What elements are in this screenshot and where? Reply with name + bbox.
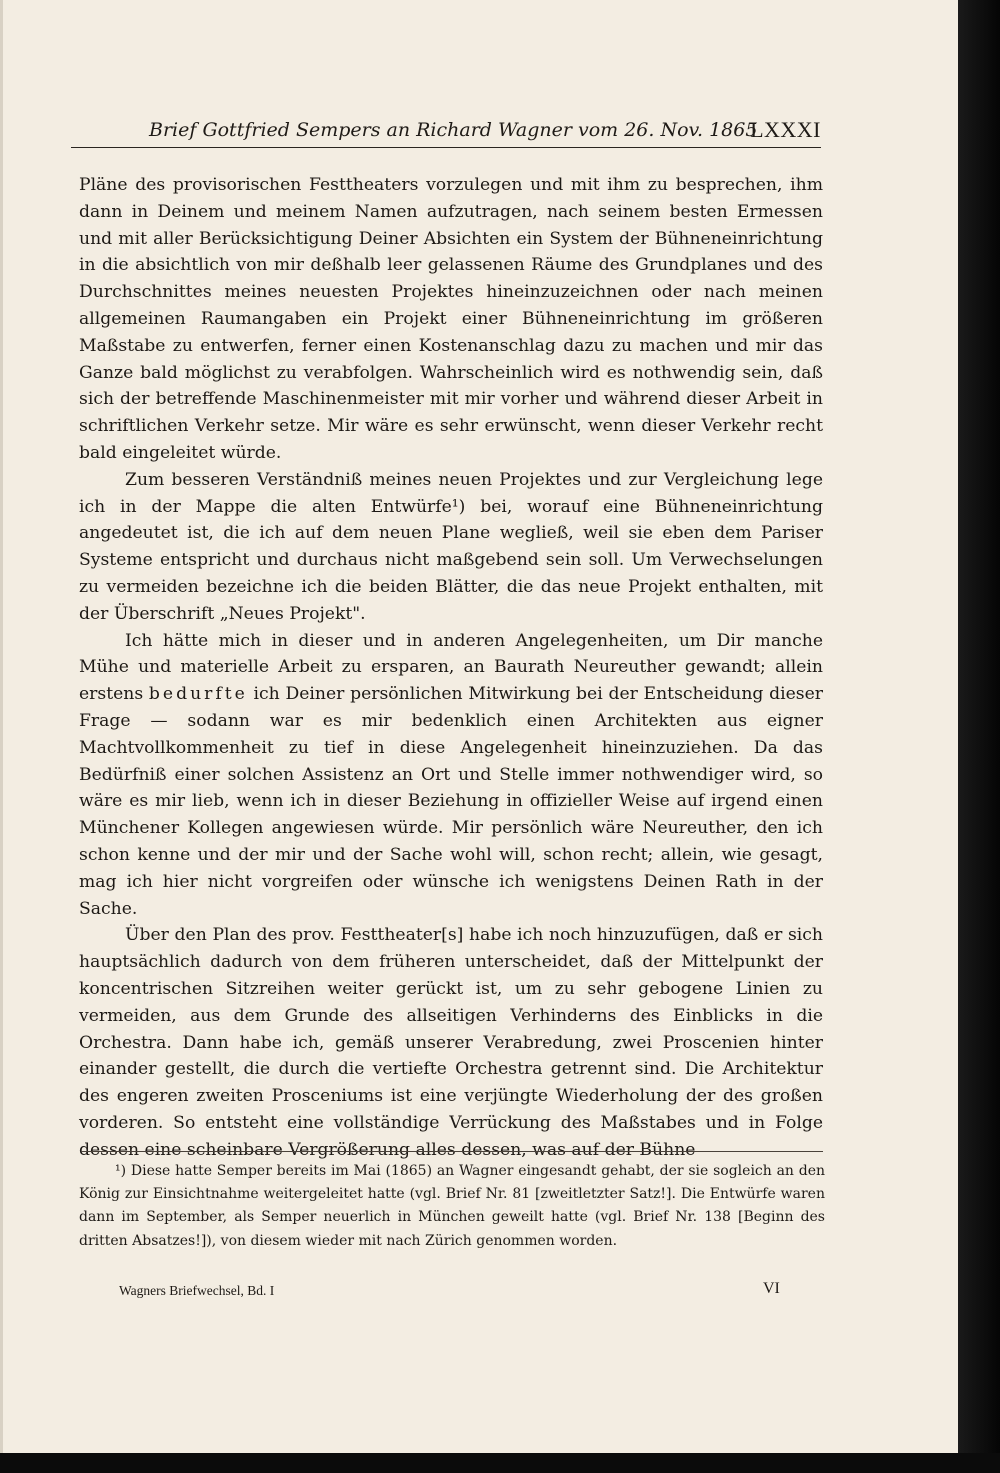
- emphasized-word: bedurfte: [148, 684, 248, 705]
- paragraph-3-part-a: Ich hätte mich in dieser und in anderen Angelegenheiten, um Dir manche Mühe und materielle Arbeit zu ersparen, an Baurath Neureuther gewandt; allein erstens: [79, 630, 823, 705]
- footnote: ¹) Diese hatte Semper bereits im Mai (1865) an Wagner eingesandt gehabt, der sie sogleich an den König zur Einsichtnahme weitergeleitet hatte (vgl. Brief Nr. 81 [zweitletzter Satz!]. Die Entwürfe waren dann im September, als Semper neuerlich in München geweilt hatte (vgl. Brief Nr. 138 [Beginn des dritten Absatzes!]), von diesem wieder mit nach Zürich genommen worden.: [79, 1163, 825, 1249]
- paragraph-3: [79, 628, 823, 923]
- book-spine-shadow: [958, 0, 1000, 1473]
- body-text: [79, 172, 823, 1163]
- paragraph-2: Zum besseren Verständniß meines neuen Projektes und zur Vergleichung lege ich in der Mappe die alten Entwürfe¹) bei, worauf eine Bühneneinrichtung angedeutet ist, die ich auf dem neuen Plane wegließ, weil sie eben dem Pariser Systeme entspricht und durchaus nicht maßgebend sein soll. Um Verwechselungen zu vermeiden bezeichne ich die beiden Blätter, die das neue Projekt enthalten, mit der Überschrift „Neues Projekt".: [79, 469, 823, 624]
- paragraph-4: Über den Plan des prov. Festtheater[s] habe ich noch hinzuzufügen, daß er sich hauptsächlich dadurch von dem früheren unterscheidet, daß der Mittelpunkt der koncentrischen Sitzreihen weiter gerückt ist, um zu sehr gebogene Linien zu vermeiden, aus dem Grunde des allseitigen Verhinderns des Einblicks in die Orchestra. Dann habe ich, gemäß unserer Verabredung, zwei Proscenien hinter einander gestellt, die durch die vertiefte Orchestra getrennt sind. Die Architektur des engeren zweiten Prosceniums ist eine verjüngte Wiederholung der des großen vorderen. So entsteht eine vollständige Verrückung des Maßstabes und in Folge dessen eine scheinbare Vergrößerung alles dessen, was auf der Bühne: [79, 925, 823, 1160]
- footnote-divider: [81, 1151, 823, 1152]
- footer-signature: Wagners Briefwechsel, Bd. I: [119, 1283, 275, 1298]
- running-header: [71, 117, 821, 148]
- paragraph-1: Pläne des provisorischen Festtheaters vorzulegen und mit ihm zu besprechen, ihm dann in Deinem und meinem Namen aufzutragen, nach seinem besten Ermessen und mit aller Berücksichtigung Deiner Absichten ein System der Bühneneinrichtung in die absichtlich von mir deßhalb leer gelassenen Räume des Grundplanes und des Durchschnittes meines neuesten Projektes hineinzuzeichnen oder nach meinen allgemeinen Raumangaben ein Projekt einer Bühneneinrichtung im größeren Maßstabe zu entwerfen, ferner einen Kostenanschlag dazu zu machen und mir das Ganze bald möglichst zu verabfolgen. Wahrscheinlich wird es nothwendig sein, daß sich der betreffende Maschinenmeister mit mir vorher und während dieser Arbeit in schriftlichen Verkehr setze. Mir wäre es sehr erwünscht, wenn dieser Verkehr recht bald eingeleitet würde.: [79, 175, 823, 463]
- scan-bottom-edge: [0, 1453, 1000, 1473]
- header-page-number: LXXXI: [750, 117, 821, 142]
- paragraph-3-part-b: ich Deiner persönlichen Mitwirkung bei der Entscheidung dieser Frage — sodann war es mir bedenklich einen Architekten aus eigner Machtvollkommenheit zu tief in diese Angelegenheit hineinzuziehen. Da das Bedürfniß einer solchen Assistenz an Ort und Stelle immer nothwendiger wird, so wäre es mir lieb, wenn ich in dieser Beziehung in offizieller Weise auf irgend einen Münchener Kollegen angewiesen würde. Mir persönlich wäre Neureuther, den ich schon kenne und der mir und der Sache wohl will, schon recht; allein, wie gesagt, mag ich hier nicht vorgreifen oder wünsche ich wenigstens Deinen Rath in der Sache.: [79, 684, 824, 919]
- header-title: Brief Gottfried Sempers an Richard Wagner vom 26. Nov. 1865: [149, 119, 758, 141]
- footer-sheet-number: VI: [763, 1280, 780, 1297]
